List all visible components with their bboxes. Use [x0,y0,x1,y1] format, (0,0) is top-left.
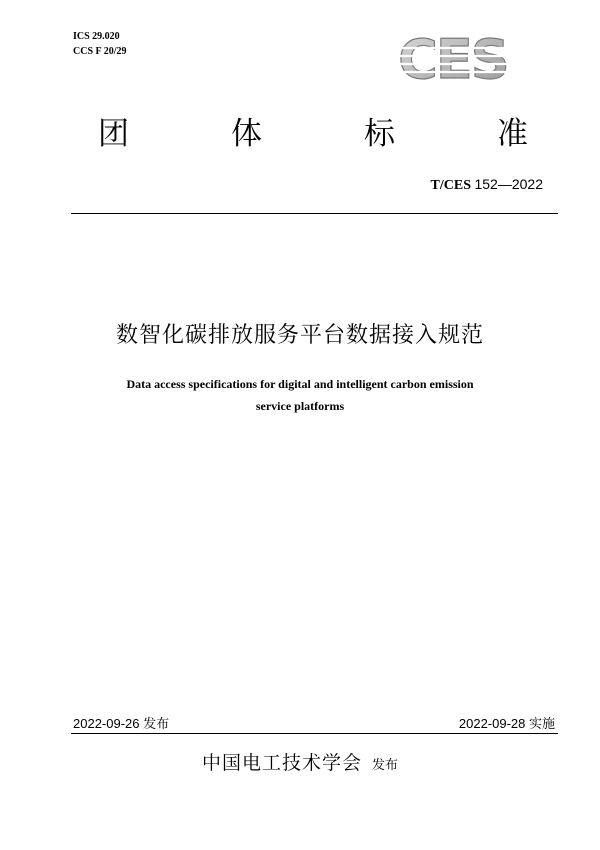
standard-number [431,176,543,194]
issuer-name: 中国电工技术学会 [201,752,362,774]
standard-type-char: 标 [364,116,395,152]
implementation-date: 2022-09-28 实施 [458,716,555,731]
issuer [0,748,600,775]
standard-type [98,108,528,153]
publish-date: 2022-09-26 发布 [73,716,170,731]
standard-type-char: 准 [497,116,528,152]
title-english-line: Data access specifications for digital and intelligent carbon emission [126,377,474,391]
title-english [60,373,540,417]
logo-text: CES [398,30,508,86]
standard-number-value: 152—2022 [474,176,543,192]
title-english-line: service platforms [255,399,345,413]
standard-type-char: 团 [98,116,129,152]
bottom-divider [71,733,558,734]
standard-type-char: 体 [231,116,262,152]
classification-codes [73,29,127,59]
ccs-code: CCS F 20/29 [73,46,127,57]
issuer-action: 发布 [372,758,399,773]
ics-code: ICS 29.020 [73,31,120,42]
top-divider [71,213,558,214]
ces-logo [386,30,521,86]
title-chinese: 数智化碳排放服务平台数据接入规范 [115,323,484,348]
standard-prefix: T/CES [430,178,471,193]
